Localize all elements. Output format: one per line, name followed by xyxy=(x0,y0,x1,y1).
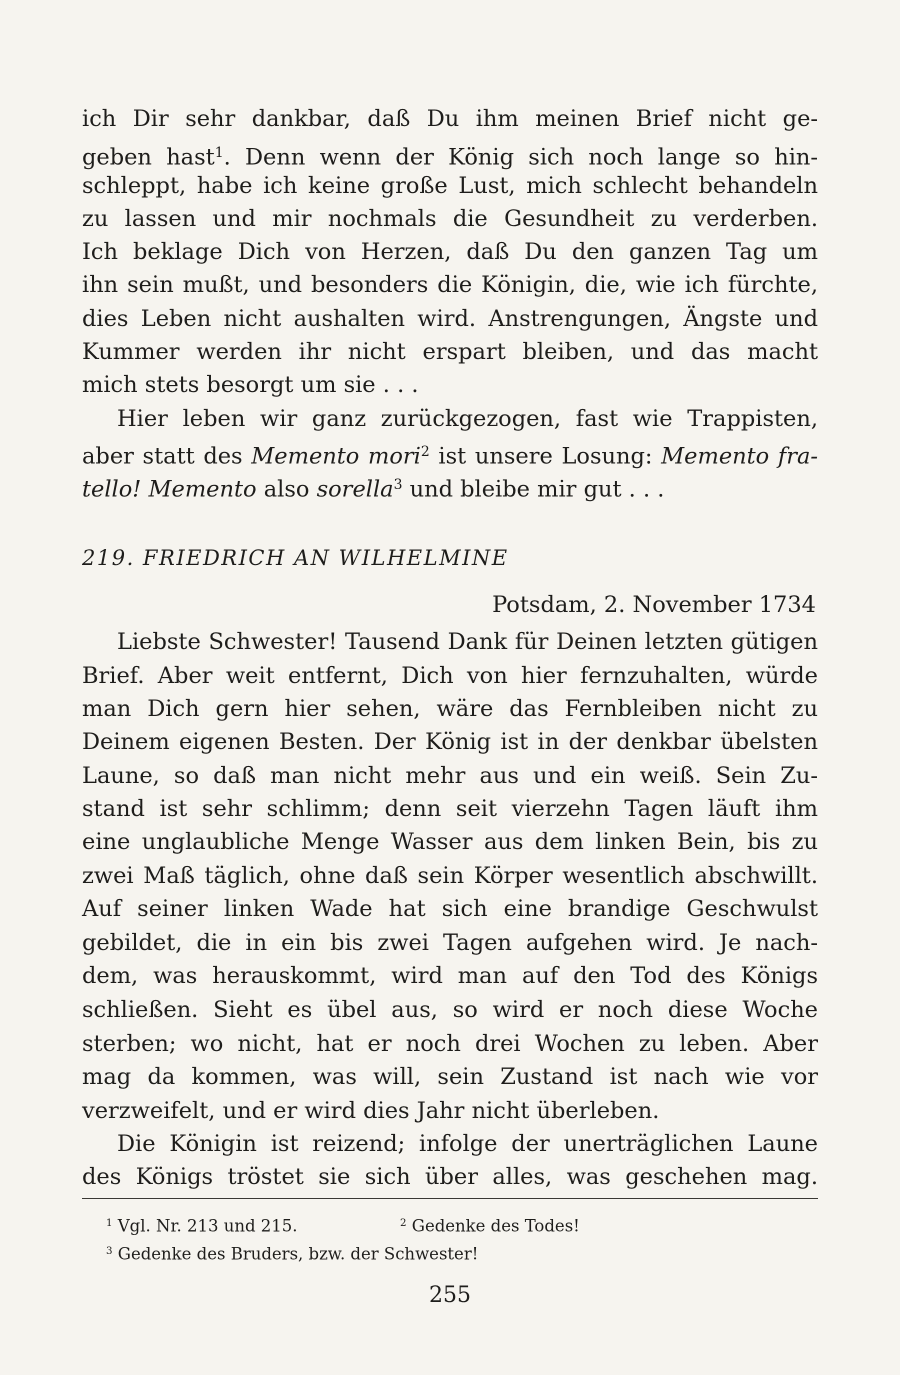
text-line: gebildet, die in ein bis zwei Tagen aufgehen wird. Je nach- xyxy=(82,930,818,956)
footnote-text: Gedenke des Bruders, bzw. der Schwester! xyxy=(117,1244,479,1264)
italic-phrase: sorella xyxy=(316,476,394,503)
text-line: Kummer werden ihr nicht erspart bleiben, und das macht xyxy=(82,339,818,365)
text-line: schließen. Sieht es übel aus, so wird er noch diese Woche xyxy=(82,997,818,1023)
footnote-mark: 1 xyxy=(106,1218,113,1229)
text-span: und bleibe mir gut . . . xyxy=(402,476,665,503)
footnote-rule xyxy=(82,1198,818,1199)
text-line: Hier leben wir ganz zurückgezogen, fast wie Trappisten, xyxy=(117,406,818,432)
letter-heading: 219. FRIEDRICH AN WILHELMINE xyxy=(82,546,509,570)
text-line: ihn sein mußt, und besonders die Königin, die, wie ich fürchte, xyxy=(82,272,818,298)
text-line: eine unglaubliche Menge Wasser aus dem linken Bein, bis zu xyxy=(82,829,818,855)
text-line: mag da kommen, was will, sein Zustand ist nach wie vor xyxy=(82,1064,818,1090)
footnote-mark: 3 xyxy=(106,1246,113,1257)
italic-phrase: Memento fra- xyxy=(661,443,818,470)
footnote-1 xyxy=(106,1213,298,1238)
text-span: ich Dir sehr dankbar, daß Du ihm meinen Brief nicht ge- xyxy=(82,106,818,132)
footnote-text: Gedenke des Todes! xyxy=(411,1216,580,1236)
footnote-text: Vgl. Nr. 213 und 215. xyxy=(117,1216,298,1236)
page-number: 255 xyxy=(429,1283,471,1308)
italic-phrase: Memento mori xyxy=(251,443,421,470)
text-line: Laune, so daß man nicht mehr aus und ein weiß. Sein Zu- xyxy=(82,763,818,789)
footnote-3 xyxy=(106,1241,478,1266)
text-span: also xyxy=(256,476,317,503)
text-line: stand ist sehr schlimm; denn seit vierzehn Tagen läuft ihm xyxy=(82,796,818,822)
italic-phrase: tello! Memento xyxy=(82,476,257,503)
text-line: dem, was herauskommt, wird man auf den Tod des Königs xyxy=(82,963,818,989)
text-line: Liebste Schwester! Tausend Dank für Deinen letzten gütigen xyxy=(117,629,818,655)
text-line: Auf seiner linken Wade hat sich eine brandige Geschwulst xyxy=(82,896,818,922)
text-line: mich stets besorgt um sie . . . xyxy=(82,372,419,398)
footnote-mark: 2 xyxy=(400,1218,407,1229)
text-line: verzweifelt, und er wird dies Jahr nicht überleben. xyxy=(82,1098,660,1124)
text-line xyxy=(82,437,818,472)
text-line xyxy=(82,104,818,134)
footnote-2 xyxy=(400,1213,580,1238)
text-span: geben hast xyxy=(82,144,215,171)
text-line: Brief. Aber weit entfernt, Dich von hier fernzuhalten, würde xyxy=(82,663,818,689)
text-line: Ich beklage Dich von Herzen, daß Du den ganzen Tag um xyxy=(82,239,818,265)
text-line: sterben; wo nicht, hat er noch drei Wochen zu leben. Aber xyxy=(82,1031,818,1057)
text-line: Deinem eigenen Besten. Der König ist in der denkbar übelsten xyxy=(82,729,818,755)
text-line: zwei Maß täglich, ohne daß sein Körper wesentlich abschwillt. xyxy=(82,863,818,889)
text-line: man Dich gern hier sehen, wäre das Fernbleiben nicht zu xyxy=(82,696,818,722)
text-span: . Denn wenn der König sich noch lange so hin- xyxy=(223,144,819,171)
text-line: des Königs tröstet sie sich über alles, was geschehen mag. xyxy=(82,1164,818,1190)
dateline: Potsdam, 2. November 1734 xyxy=(492,592,816,618)
text-line: Die Königin ist reizend; infolge der unerträglichen Laune xyxy=(117,1131,818,1157)
footnote-ref: 3 xyxy=(393,477,403,493)
footnote-ref: 2 xyxy=(420,444,430,460)
text-line: dies Leben nicht aushalten wird. Anstrengungen, Ängste und xyxy=(82,306,818,332)
text-line xyxy=(82,138,818,173)
text-span: aber statt des xyxy=(82,443,252,470)
text-line: zu lassen und mir nochmals die Gesundheit zu verderben. xyxy=(82,206,818,232)
footnote-ref: 1 xyxy=(214,145,224,161)
text-line: schleppt, habe ich keine große Lust, mich schlecht behandeln xyxy=(82,173,818,199)
text-span: ist unsere Losung: xyxy=(429,443,662,470)
text-line xyxy=(82,470,664,505)
